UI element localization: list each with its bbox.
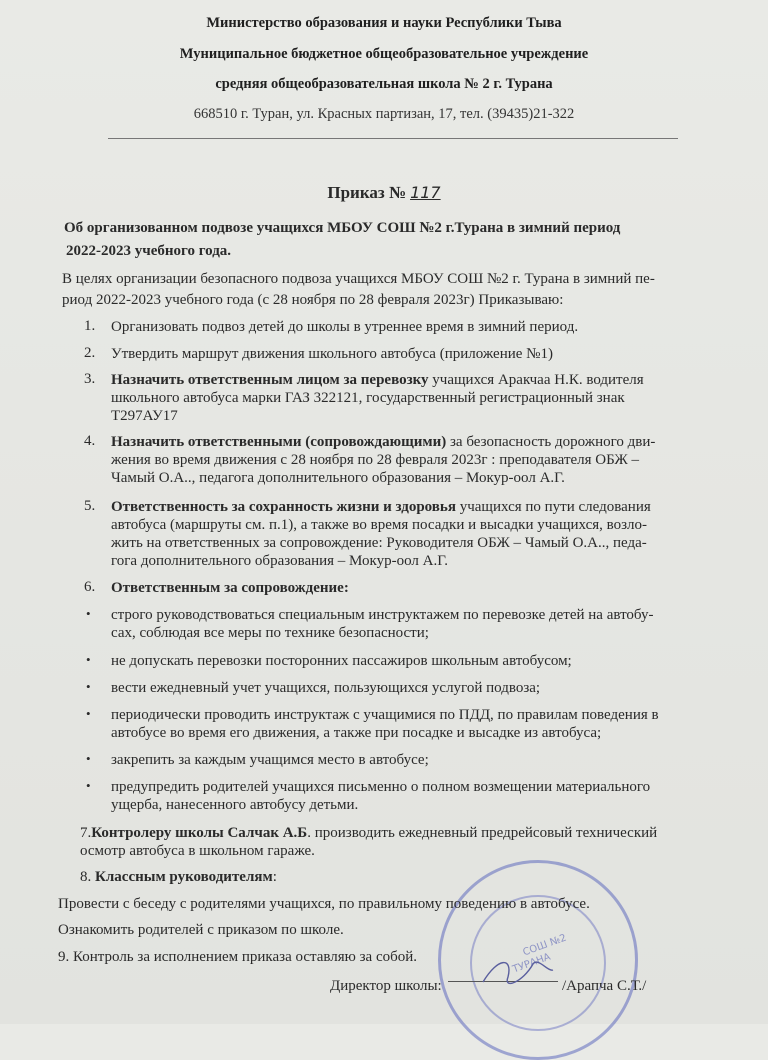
intro-line1: В целях организации безопасного подвоза учащихся МБОУ СОШ №2 г. Турана в зимний пе- [62,271,655,287]
order-title-text: Приказ № [327,183,407,202]
header-institution: Муниципальное бюджетное общеобразовательное учреждение [179,46,589,62]
bullet-4-line2: автобусе во время его движения, а также при посадке и высадке из автобуса; [111,725,602,741]
bullet-5-line1: закрепить за каждым учащимся место в автобусе; [111,752,429,768]
bullet-6-line1: предупредить родителей учащихся письменно о полном возмещении материального [111,779,651,795]
item-8-num: 8. [80,869,92,885]
tail-line2: Ознакомить родителей с приказом по школе. [58,922,344,938]
bullet-icon: • [86,751,91,766]
item-4-line1 [111,433,655,451]
item-3-rest: учащихся Аракчаа Н.К. водителя [428,372,644,388]
item-7-rest: . производить ежедневный предрейсовый технический [307,825,658,841]
bullet-icon: • [86,652,91,667]
order-number: 117 [410,183,441,202]
item-4-bold: Назначить ответственными (сопровождающими) [111,434,447,450]
item-3-line3: Т297АУ17 [111,408,178,424]
item-number: 3. [84,371,96,387]
item-8-bold: Классным руководителям [95,869,273,885]
item-7-bold: Контролеру школы Салчак А.Б [91,825,308,841]
item-1-text: Организовать подвоз детей до школы в утреннее время в зимний период. [111,319,579,335]
stamp-text-2: ТУРАНА [511,951,553,976]
header-school: средняя общеобразовательная школа № 2 г. Турана [215,76,553,92]
order-title [0,183,768,203]
signature-name: /Арапчa С.Т./ [562,978,647,994]
item-number: 5. [84,498,96,514]
bullet-3-line1: вести ежедневный учет учащихся, пользующихся услугой подвоза; [111,680,541,696]
item-5-line4: гога дополнительного образования – Мокур-оол А.Г. [111,553,448,569]
bullet-1-line2: сах, соблюдая все меры по технике безопасности; [111,625,429,641]
handwritten-signature [478,952,558,992]
item-number: 4. [84,433,96,449]
item-number: 1. [84,318,96,334]
item-4-line2: жения во время движения с 28 ноября по 28 февраля 2023г : преподавателя ОБЖ – [111,452,640,468]
item-8-colon: : [272,869,277,885]
bullet-icon: • [86,706,91,721]
item-5-rest: учащихся по пути следования [455,499,651,515]
intro-line2: риод 2022-2023 учебного года (с 28 ноября по 28 февраля 2023г) Приказываю: [62,292,564,308]
bullet-icon: • [86,679,91,694]
header-ministry: Министерство образования и науки Республики Тыва [206,15,562,31]
item-7-line1 [80,824,657,842]
bullet-2-line1: не допускать перевозки посторонних пассажиров школьным автобусом; [111,653,572,669]
bullet-icon: • [86,606,91,621]
header-divider [108,138,678,139]
item-8 [80,868,277,886]
item-number: 6. [84,579,96,595]
item-5-line1 [111,498,651,516]
item-4-rest: за безопасность дорожного дви- [446,434,656,450]
item-7-num: 7. [80,825,92,841]
item-6-text [111,579,349,597]
order-subject-line1: Об организованном подвозе учащихся МБОУ СОШ №2 г.Турана в зимний период [64,220,621,236]
item-6-bold: Ответственным за сопровождение: [111,580,349,596]
item-5-bold: Ответственность за сохранность жизни и здоровья [111,499,456,515]
item-5-line3: жить на ответственных за сопровождение: Руководителя ОБЖ – Чамый О.А.., педа- [111,535,647,551]
tail-line3: 9. Контроль за исполнением приказа оставляю за собой. [58,949,418,965]
bullet-icon: • [86,778,91,793]
item-2-text: Утвердить маршрут движения школьного автобуса (приложение №1) [111,346,553,362]
signature-role: Директор школы: [330,978,442,994]
item-3-line1 [111,371,644,389]
stamp-text-1: СОШ №2 [521,932,569,959]
item-number: 2. [84,345,96,361]
item-4-line3: Чамый О.А.., педагога дополнительного образования – Мокур-оол А.Г. [111,470,565,486]
bullet-1-line1: строго руководствоваться специальным инструктажем по перевозке детей на автобу- [111,607,654,623]
item-3-bold: Назначить ответственным лицом за перевозку [111,372,429,388]
order-subject-line2: 2022-2023 учебного года. [66,243,232,259]
bullet-4-line1: периодически проводить инструктаж с учащимися по ПДД, по правилам поведения в [111,707,659,723]
tail-line1: Провести с беседу с родителями учащихся, по правильному поведению в автобусе. [58,896,590,912]
header-address: 668510 г. Туран, ул. Красных партизан, 17, тел. (39435)21-322 [193,106,575,122]
item-5-line2: автобуса (маршруты см. п.1), а также во время посадки и высадки учащихся, возло- [111,517,648,533]
item-7-line2: осмотр автобуса в школьном гараже. [80,843,315,859]
bullet-6-line2: ущерба, нанесенного автобусу детьми. [111,797,359,813]
item-3-line2: школьного автобуса марки ГАЗ 322121, государственный регистрационный знак [111,390,625,406]
